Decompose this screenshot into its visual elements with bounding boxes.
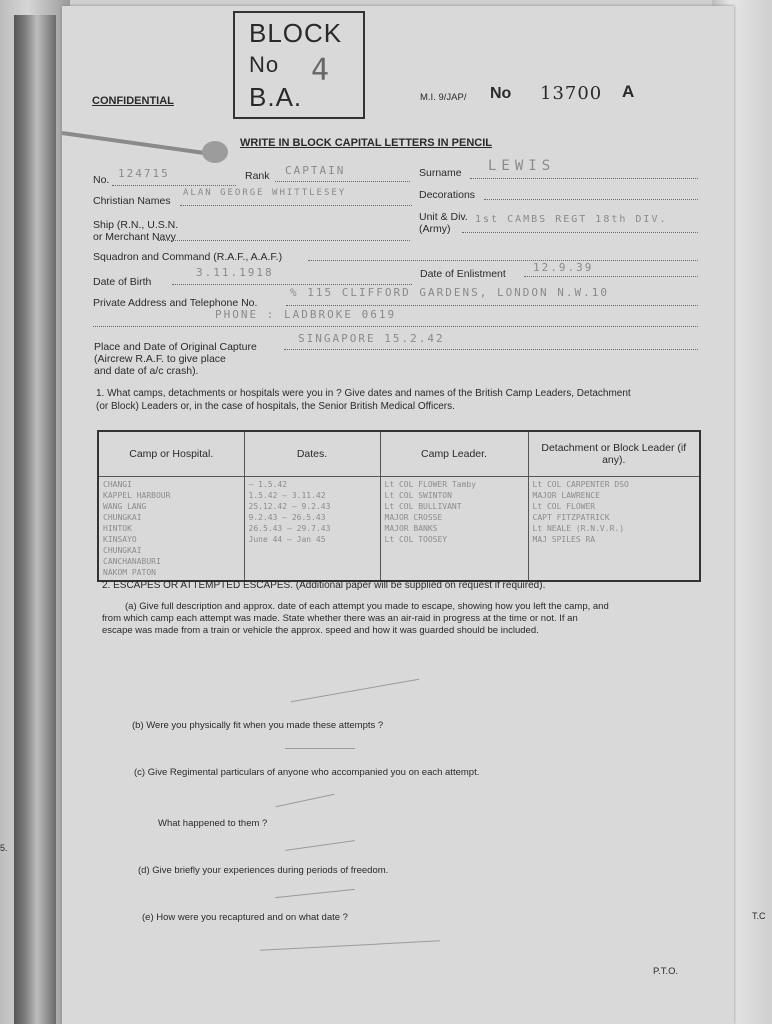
question-2b-text: (b) Were you physically fit when you made these attempts ? <box>132 720 384 731</box>
detachment-leader: MAJ SPILES RA <box>532 535 596 544</box>
column-header: Camp or Hospital. <box>98 431 244 477</box>
camp-leader: MAJOR CROSSE <box>384 513 443 522</box>
column-header: Dates. <box>244 431 380 477</box>
question-2e-text: (e) How were you recaptured and on what date ? <box>142 912 348 923</box>
squadron-line <box>308 260 698 261</box>
reference-no-label: No <box>490 85 512 102</box>
camp-name: KAPPEL HARBOUR <box>103 491 171 500</box>
camp-dates: — 1.5.42 <box>248 480 288 489</box>
question-2c-text: (c) Give Regimental particulars of anyone who accompanied you on each attempt. <box>134 767 480 778</box>
camp-dates: 1.5.42 — 3.11.42 <box>248 491 326 500</box>
serial-suffix: A <box>622 82 635 101</box>
ship-line <box>158 240 410 241</box>
question-2c-followup: What happened to them ? <box>158 818 268 829</box>
unit-line <box>462 232 698 233</box>
capture-label: Place and Date of Original Capture <box>94 341 257 353</box>
pencil-instruction: WRITE IN BLOCK CAPITAL LETTERS IN PENCIL <box>240 137 492 149</box>
camps-table-header <box>98 431 700 477</box>
block-ba-label: B.A. <box>249 82 303 112</box>
phone-value: PHONE : LADBROKE 0619 <box>215 308 397 321</box>
address-label: Private Address and Telephone No. <box>93 297 258 309</box>
camp-leader: Lt COL BULLIVANT <box>384 502 462 511</box>
camp-leader: MAJOR BANKS <box>384 524 438 533</box>
dob-label: Date of Birth <box>93 276 152 288</box>
surname-line <box>470 178 698 179</box>
address-value: % 115 CLIFFORD GARDENS, LONDON N.W.10 <box>290 286 610 299</box>
confidential-label: CONFIDENTIAL <box>92 95 174 107</box>
camps-table <box>97 430 701 582</box>
surname-label: Surname <box>419 167 462 179</box>
detachment-leader: Lt COL FLOWER <box>532 502 596 511</box>
enlistment-label: Date of Enlistment <box>420 268 506 280</box>
rank-line <box>275 181 410 182</box>
question-2d-text: (d) Give briefly your experiences during periods of freedom. <box>138 865 389 876</box>
detachment-leader: CAPT FITZPATRICK <box>532 513 610 522</box>
detachment-leader: Lt COL CARPENTER DSO <box>532 480 629 489</box>
squadron-label: Squadron and Command (R.A.F., A.A.F.) <box>93 251 283 263</box>
enlistment-value: 12.9.39 <box>533 261 594 274</box>
capture-label-2: (Aircrew R.A.F. to give place <box>94 353 226 365</box>
serial-number: 13700 <box>540 83 603 104</box>
camp-leader: Lt COL FLOWER Tamby <box>384 480 477 489</box>
question-2a-text-2: from which camp each attempt was made. State whether there was an air-raid in progress at the time or not. If an <box>102 613 578 624</box>
address-line-2 <box>93 326 698 327</box>
camp-name: NAKOM PATON <box>103 568 156 577</box>
question-2a-text: (a) Give full description and approx. date of each attempt you made to escape, showing how you left the camp, and <box>125 601 609 612</box>
margin-text-right: T.C <box>752 911 766 921</box>
question-2-title: 2. ESCAPES OR ATTEMPTED ESCAPES. (Additional paper will be supplied on request if required). <box>102 580 546 591</box>
camp-name: CHUNGKAI <box>103 513 142 522</box>
rank-label: Rank <box>245 170 270 182</box>
camp-name: CHUNGKAI <box>103 546 142 555</box>
column-header: Detachment or Block Leader (if any). <box>528 431 700 477</box>
camp-name: WANG LANG <box>103 502 147 511</box>
question-1-text: 1. What camps, detachments or hospitals were you in ? Give dates and names of the British Camp Leaders, Detachment <box>96 388 631 399</box>
capture-value: SINGAPORE 15.2.42 <box>298 332 445 345</box>
camp-name: CHANGI <box>103 480 132 489</box>
ship-label-2: or Merchant Navy <box>93 231 176 243</box>
unit-label-2: (Army) <box>419 223 451 235</box>
pencil-dash <box>285 748 355 749</box>
camps-table-body <box>98 477 700 582</box>
decorations-line <box>484 199 698 200</box>
question-1-text-2: (or Block) Leaders or, in the case of hospitals, the Senior British Medical Officers. <box>96 401 455 412</box>
punch-hole <box>202 141 228 163</box>
detachment-column <box>528 477 700 582</box>
christian-names-label: Christian Names <box>93 195 171 207</box>
detachment-leader: Lt NEALE (R.N.V.R.) <box>532 524 625 533</box>
dob-line <box>172 284 412 285</box>
please-turn-over: P.T.O. <box>653 966 679 977</box>
christian-names-value: ALAN GEORGE WHITTLESEY <box>183 188 347 198</box>
camp-dates: June 44 — Jan 45 <box>248 535 326 544</box>
capture-label-3: and date of a/c crash). <box>94 365 199 377</box>
service-number-value: 124715 <box>118 167 170 180</box>
block-number-box <box>233 11 365 119</box>
reference-code: M.I. 9/JAP/ <box>420 92 467 103</box>
camp-leader: Lt COL TOOSEY <box>384 535 448 544</box>
question-2a-text-3: escape was made from a train or vehicle the approx. speed and how it was guarded should be included. <box>102 625 539 636</box>
rank-value: CAPTAIN <box>285 164 346 177</box>
camp-column <box>98 477 244 582</box>
ship-label: Ship (R.N., U.S.N. <box>93 219 179 231</box>
enlistment-line <box>524 276 698 277</box>
christian-names-line <box>180 205 412 206</box>
block-no-label: No <box>249 52 280 77</box>
unit-value: 1st CAMBS REGT 18th DIV. <box>475 214 668 225</box>
camp-dates: 9.2.43 — 26.5.43 <box>248 513 326 522</box>
camp-dates: 25.12.42 — 9.2.43 <box>248 502 331 511</box>
decorations-label: Decorations <box>419 189 476 201</box>
block-handwritten-number: 4 <box>311 53 332 88</box>
capture-line <box>284 349 698 350</box>
surname-value: LEWIS <box>488 158 556 174</box>
camp-name: HINTOK <box>103 524 132 533</box>
unit-label: Unit & Div. <box>419 211 468 223</box>
no-label: No. <box>93 174 110 186</box>
camp-leader: Lt COL SWINTON <box>384 491 452 500</box>
address-line <box>286 305 698 306</box>
leader-column <box>380 477 528 582</box>
block-title: BLOCK <box>249 18 343 48</box>
detachment-leader: MAJOR LAWRENCE <box>532 491 600 500</box>
camp-name: KINSAYO <box>103 535 137 544</box>
column-header: Camp Leader. <box>380 431 528 477</box>
camp-name: CANCHANABURI <box>103 557 161 566</box>
tag-string <box>62 131 221 157</box>
margin-text-left: 5. <box>0 843 8 853</box>
dates-column <box>244 477 380 582</box>
folder-spine <box>14 15 56 1024</box>
dob-value: 3.11.1918 <box>196 266 274 279</box>
camp-dates: 26.5.43 — 29.7.43 <box>248 524 331 533</box>
no-line <box>112 185 236 186</box>
